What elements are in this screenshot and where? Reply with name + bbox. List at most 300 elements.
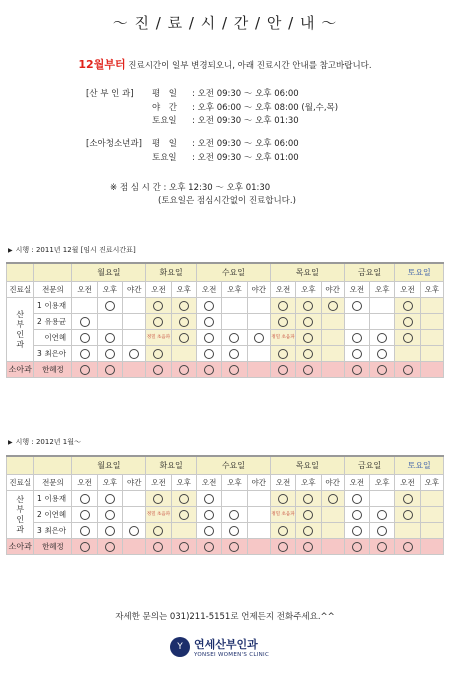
clinic-emblem-icon: Y <box>170 637 190 657</box>
circle-icon <box>105 349 115 359</box>
table-row <box>7 346 444 362</box>
table1-caption <box>8 245 136 255</box>
schedule-cell <box>247 362 270 378</box>
table-row <box>7 314 444 330</box>
schedule-cell <box>247 346 270 362</box>
schedule-cell <box>72 539 97 555</box>
slot-header: 오전 <box>270 282 295 298</box>
slot-header-row <box>7 282 444 298</box>
schedule-cell <box>72 330 97 346</box>
circle-icon <box>105 542 115 552</box>
schedule-cell <box>97 507 122 523</box>
circle-icon <box>105 526 115 536</box>
day-header: 월요일 <box>72 263 146 282</box>
circle-icon <box>153 317 163 327</box>
circle-icon <box>303 301 313 311</box>
circle-icon <box>278 317 288 327</box>
schedule-cell <box>321 491 344 507</box>
dept-ob-char: 부 <box>16 504 25 514</box>
table-row <box>7 330 444 346</box>
schedule-cell <box>171 330 196 346</box>
doctor-name: 한혜정 <box>34 539 72 555</box>
schedule-cell <box>222 507 247 523</box>
schedule-cell <box>395 298 420 314</box>
schedule-cell <box>370 539 395 555</box>
schedule-cell <box>123 346 146 362</box>
peds-row <box>7 362 444 378</box>
schedule-cell <box>321 346 344 362</box>
schedule-cell <box>171 507 196 523</box>
schedule-cell <box>222 523 247 539</box>
schedule-cell <box>420 523 443 539</box>
schedule-cell <box>296 314 321 330</box>
header-blank <box>7 456 34 475</box>
day-header: 금요일 <box>344 263 395 282</box>
schedule-cell <box>296 362 321 378</box>
circle-icon <box>303 365 313 375</box>
circle-icon <box>229 542 239 552</box>
schedule-cell <box>296 491 321 507</box>
circle-icon <box>204 494 214 504</box>
day-header: 월요일 <box>72 456 146 475</box>
circle-icon <box>352 349 362 359</box>
circle-icon <box>153 526 163 536</box>
day-header-row <box>7 263 444 282</box>
doctor-name: 이용재 <box>44 494 67 503</box>
schedule-cell <box>395 491 420 507</box>
schedule-cell <box>321 298 344 314</box>
circle-icon <box>352 333 362 343</box>
schedule-cell <box>247 330 270 346</box>
schedule-cell <box>72 362 97 378</box>
doctor-cell <box>34 346 72 362</box>
schedule-cell <box>344 507 369 523</box>
schedule-cell <box>321 523 344 539</box>
schedule-cell <box>420 491 443 507</box>
circle-icon <box>204 526 214 536</box>
schedule-cell <box>420 346 443 362</box>
circle-icon <box>377 349 387 359</box>
ob-hours-row <box>86 88 338 102</box>
ob-day: 평 일 <box>152 89 177 99</box>
schedule-cell <box>370 298 395 314</box>
slot-header: 오전 <box>395 475 420 491</box>
ob-time: : 오후 06:00 ～ 오후 08:00 (월,수,목) <box>192 102 339 113</box>
schedule-cell <box>222 362 247 378</box>
dept-ob-char: 과 <box>16 339 25 349</box>
schedule-cell <box>247 491 270 507</box>
circle-icon <box>80 542 90 552</box>
schedule-cell <box>420 539 443 555</box>
dept-ob-char: 산 <box>16 309 25 319</box>
circle-icon <box>303 526 313 536</box>
slot-header: 오전 <box>344 282 369 298</box>
schedule-cell <box>344 346 369 362</box>
schedule-cell <box>72 507 97 523</box>
circle-icon <box>303 494 313 504</box>
ob-hours-row <box>86 115 338 129</box>
schedule-cell <box>146 362 171 378</box>
peds-day: 평 일 <box>152 139 177 149</box>
circle-icon <box>278 301 288 311</box>
room-header: 진료실 <box>7 475 34 491</box>
ob-hours <box>86 88 338 129</box>
circle-icon <box>278 542 288 552</box>
circle-icon <box>403 542 413 552</box>
circle-icon <box>377 365 387 375</box>
schedule-cell <box>97 314 122 330</box>
schedule-cell <box>321 507 344 523</box>
clinic-logo <box>170 636 269 658</box>
schedule-cell <box>171 523 196 539</box>
day-header: 수요일 <box>196 456 270 475</box>
schedule-cell <box>270 346 295 362</box>
schedule-cell <box>370 362 395 378</box>
doctor-header: 전문의 <box>34 282 72 298</box>
schedule-cell <box>222 491 247 507</box>
circle-icon <box>105 301 115 311</box>
schedule-cell <box>296 507 321 523</box>
circle-icon <box>153 301 163 311</box>
schedule-cell <box>270 314 295 330</box>
schedule-cell <box>196 539 221 555</box>
schedule-cell <box>270 539 295 555</box>
schedule-cell <box>146 523 171 539</box>
circle-icon <box>377 526 387 536</box>
schedule-cell <box>296 330 321 346</box>
table2-caption-text: 시행 : 2012년 1월～ <box>15 438 81 446</box>
slot-header: 오전 <box>72 282 97 298</box>
schedule-cell <box>321 362 344 378</box>
schedule-cell <box>222 314 247 330</box>
slot-header: 오전 <box>344 475 369 491</box>
lunch-notice <box>110 182 296 208</box>
day-header-row <box>7 456 444 475</box>
schedule-cell <box>146 507 171 523</box>
table-row <box>7 298 444 314</box>
slot-header-row <box>7 475 444 491</box>
circle-icon <box>204 349 214 359</box>
schedule-cell <box>72 491 97 507</box>
schedule-cell <box>196 491 221 507</box>
table-row <box>7 507 444 523</box>
circle-icon <box>129 349 139 359</box>
doctor-cell <box>34 314 72 330</box>
circle-icon <box>352 494 362 504</box>
triangle-icon: ▶ <box>8 247 13 254</box>
circle-icon <box>229 349 239 359</box>
circle-icon <box>105 510 115 520</box>
schedule-cell <box>222 539 247 555</box>
circle-icon <box>403 365 413 375</box>
schedule-cell <box>296 298 321 314</box>
circle-icon <box>377 333 387 343</box>
schedule-cell <box>123 330 146 346</box>
schedule-cell <box>270 330 295 346</box>
circle-icon <box>328 494 338 504</box>
schedule-cell <box>321 330 344 346</box>
schedule-cell <box>270 523 295 539</box>
schedule-cell <box>344 314 369 330</box>
day-header: 수요일 <box>196 263 270 282</box>
circle-icon <box>179 494 189 504</box>
peds-row <box>7 539 444 555</box>
circle-icon <box>179 333 189 343</box>
schedule-cell <box>247 507 270 523</box>
schedule-cell <box>146 314 171 330</box>
day-header: 화요일 <box>146 456 197 475</box>
schedule-cell <box>123 314 146 330</box>
slot-header: 오후 <box>296 475 321 491</box>
circle-icon <box>80 494 90 504</box>
schedule-cell <box>222 298 247 314</box>
day-header: 목요일 <box>270 456 344 475</box>
circle-icon <box>278 494 288 504</box>
slot-header: 오전 <box>395 282 420 298</box>
circle-icon <box>352 301 362 311</box>
day-header: 금요일 <box>344 456 395 475</box>
slot-header: 오전 <box>72 475 97 491</box>
peds-label: [소아청소년과] <box>86 139 142 149</box>
schedule-cell <box>296 539 321 555</box>
circle-icon <box>80 317 90 327</box>
schedule-cell <box>72 298 97 314</box>
schedule-cell <box>196 507 221 523</box>
circle-icon <box>403 333 413 343</box>
doctor-cell <box>34 507 72 523</box>
circle-icon <box>153 365 163 375</box>
schedule-cell <box>395 330 420 346</box>
circle-icon <box>229 333 239 343</box>
schedule-cell <box>123 298 146 314</box>
circle-icon <box>377 542 387 552</box>
ob-time: : 오전 09:30 ～ 오후 06:00 <box>192 89 299 99</box>
schedule-cell <box>270 491 295 507</box>
schedule-cell <box>344 298 369 314</box>
slot-header: 오후 <box>171 282 196 298</box>
slot-header: 오후 <box>296 282 321 298</box>
ultrasound-note: 정밀 초음파 <box>271 512 295 517</box>
room-number: 3 <box>37 349 42 358</box>
schedule-cell <box>123 362 146 378</box>
circle-icon <box>303 542 313 552</box>
slot-header: 야간 <box>247 475 270 491</box>
schedule-cell <box>196 362 221 378</box>
schedule-cell <box>370 346 395 362</box>
circle-icon <box>204 542 214 552</box>
circle-icon <box>153 349 163 359</box>
header-blank <box>7 263 34 282</box>
ultrasound-note: 정밀 초음파 <box>271 335 295 340</box>
slot-header: 오전 <box>270 475 295 491</box>
circle-icon <box>229 510 239 520</box>
schedule-cell <box>395 523 420 539</box>
circle-icon <box>229 365 239 375</box>
circle-icon <box>303 349 313 359</box>
schedule-cell <box>247 314 270 330</box>
schedule-cell <box>344 362 369 378</box>
circle-icon <box>303 317 313 327</box>
schedule-cell <box>171 362 196 378</box>
slot-header: 야간 <box>123 475 146 491</box>
schedule-cell <box>370 491 395 507</box>
slot-header: 오후 <box>97 282 122 298</box>
schedule-cell <box>97 523 122 539</box>
circle-icon <box>105 365 115 375</box>
circle-icon <box>80 510 90 520</box>
triangle-icon: ▶ <box>8 439 13 446</box>
schedule-cell <box>247 523 270 539</box>
ultrasound-note: 정밀 초음파 <box>146 512 171 517</box>
lunch-line: ※ 점 심 시 간 : 오후 12:30 ～ 오후 01:30 <box>110 183 271 193</box>
schedule-cell <box>196 330 221 346</box>
schedule-cell <box>146 346 171 362</box>
circle-icon <box>179 510 189 520</box>
circle-icon <box>352 510 362 520</box>
slot-header: 야간 <box>321 475 344 491</box>
circle-icon <box>204 510 214 520</box>
schedule-cell <box>395 507 420 523</box>
peds-hours-row <box>86 138 299 152</box>
schedule-cell <box>344 491 369 507</box>
schedule-cell <box>196 314 221 330</box>
circle-icon <box>278 526 288 536</box>
ob-time: : 오전 09:30 ～ 오후 01:30 <box>192 116 299 126</box>
dept-ob-char: 과 <box>16 524 25 534</box>
schedule-cell <box>420 314 443 330</box>
schedule-cell <box>72 314 97 330</box>
schedule-cell <box>97 330 122 346</box>
day-header: 토요일 <box>395 456 444 475</box>
schedule-cell <box>395 314 420 330</box>
doctor-name: 이연혜 <box>44 510 67 519</box>
slot-header: 야간 <box>123 282 146 298</box>
schedule-cell <box>420 298 443 314</box>
peds-day: 토요일 <box>152 152 177 163</box>
table2-caption <box>8 437 81 447</box>
intro-highlight: 12월부터 <box>78 58 126 71</box>
doctor-header: 전문의 <box>34 475 72 491</box>
circle-icon <box>80 333 90 343</box>
schedule-table-2012 <box>6 455 444 555</box>
lunch-note: (토요일은 점심시간없이 진료합니다.) <box>158 196 296 206</box>
schedule-cell <box>97 298 122 314</box>
circle-icon <box>179 317 189 327</box>
doctor-cell <box>34 330 72 346</box>
slot-header: 오후 <box>370 475 395 491</box>
peds-time: : 오전 09:30 ～ 오후 01:00 <box>192 152 299 163</box>
circle-icon <box>80 365 90 375</box>
peds-hours <box>86 138 299 165</box>
schedule-cell <box>395 346 420 362</box>
slot-header: 오후 <box>97 475 122 491</box>
slot-header: 야간 <box>321 282 344 298</box>
slot-header: 오전 <box>196 475 221 491</box>
schedule-cell <box>146 491 171 507</box>
circle-icon <box>80 526 90 536</box>
slot-header: 오후 <box>222 475 247 491</box>
header-blank <box>34 263 72 282</box>
dept-ob-char: 인 <box>16 514 25 524</box>
schedule-cell <box>420 330 443 346</box>
intro-body: 진료시간이 일부 변경되오니, 아래 진료시간 안내를 참고바랍니다. <box>125 61 372 71</box>
circle-icon <box>153 494 163 504</box>
circle-icon <box>403 510 413 520</box>
schedule-cell <box>97 362 122 378</box>
schedule-cell <box>123 491 146 507</box>
circle-icon <box>254 333 264 343</box>
ob-hours-row <box>86 102 338 116</box>
schedule-cell <box>146 539 171 555</box>
schedule-cell <box>420 507 443 523</box>
dept-ob-char: 부 <box>16 319 25 329</box>
slot-header: 오전 <box>146 475 171 491</box>
dept-ob-char: 산 <box>16 494 25 504</box>
circle-icon <box>179 365 189 375</box>
dept-ob <box>7 491 34 539</box>
schedule-cell <box>196 346 221 362</box>
schedule-cell <box>270 362 295 378</box>
circle-icon <box>403 301 413 311</box>
circle-icon <box>328 301 338 311</box>
schedule-cell <box>171 298 196 314</box>
slot-header: 오후 <box>420 475 443 491</box>
slot-header: 오전 <box>196 282 221 298</box>
circle-icon <box>179 301 189 311</box>
schedule-table-2011 <box>6 262 444 378</box>
dept-ob-char: 인 <box>16 329 25 339</box>
schedule-cell <box>97 491 122 507</box>
logo-korean: 연세산부인과 <box>194 638 258 651</box>
circle-icon <box>303 333 313 343</box>
schedule-cell <box>270 507 295 523</box>
circle-icon <box>278 365 288 375</box>
slot-header: 야간 <box>247 282 270 298</box>
doctor-name: 이연혜 <box>44 333 67 342</box>
slot-header: 오후 <box>420 282 443 298</box>
intro-text <box>0 56 450 72</box>
circle-icon <box>204 317 214 327</box>
schedule-cell <box>171 314 196 330</box>
table-row <box>7 491 444 507</box>
schedule-cell <box>395 539 420 555</box>
circle-icon <box>129 526 139 536</box>
room-number: 3 <box>37 526 42 535</box>
room-number: 2 <box>37 510 42 519</box>
slot-header: 오후 <box>370 282 395 298</box>
schedule-cell <box>344 523 369 539</box>
circle-icon <box>179 542 189 552</box>
schedule-cell <box>196 298 221 314</box>
schedule-cell <box>296 346 321 362</box>
doctor-name: 유용균 <box>44 317 67 326</box>
schedule-cell <box>123 539 146 555</box>
schedule-cell <box>247 298 270 314</box>
dept-ob <box>7 298 34 362</box>
day-header: 화요일 <box>146 263 197 282</box>
dept-peds: 소아과 <box>7 539 34 555</box>
room-number: 2 <box>37 317 42 326</box>
peds-hours-row <box>86 152 299 166</box>
dept-peds: 소아과 <box>7 362 34 378</box>
schedule-cell <box>146 330 171 346</box>
doctor-cell <box>34 298 72 314</box>
schedule-cell <box>123 523 146 539</box>
doctor-name: 이용재 <box>44 301 67 310</box>
ob-day: 야 간 <box>152 102 177 113</box>
circle-icon <box>80 349 90 359</box>
schedule-cell <box>72 523 97 539</box>
